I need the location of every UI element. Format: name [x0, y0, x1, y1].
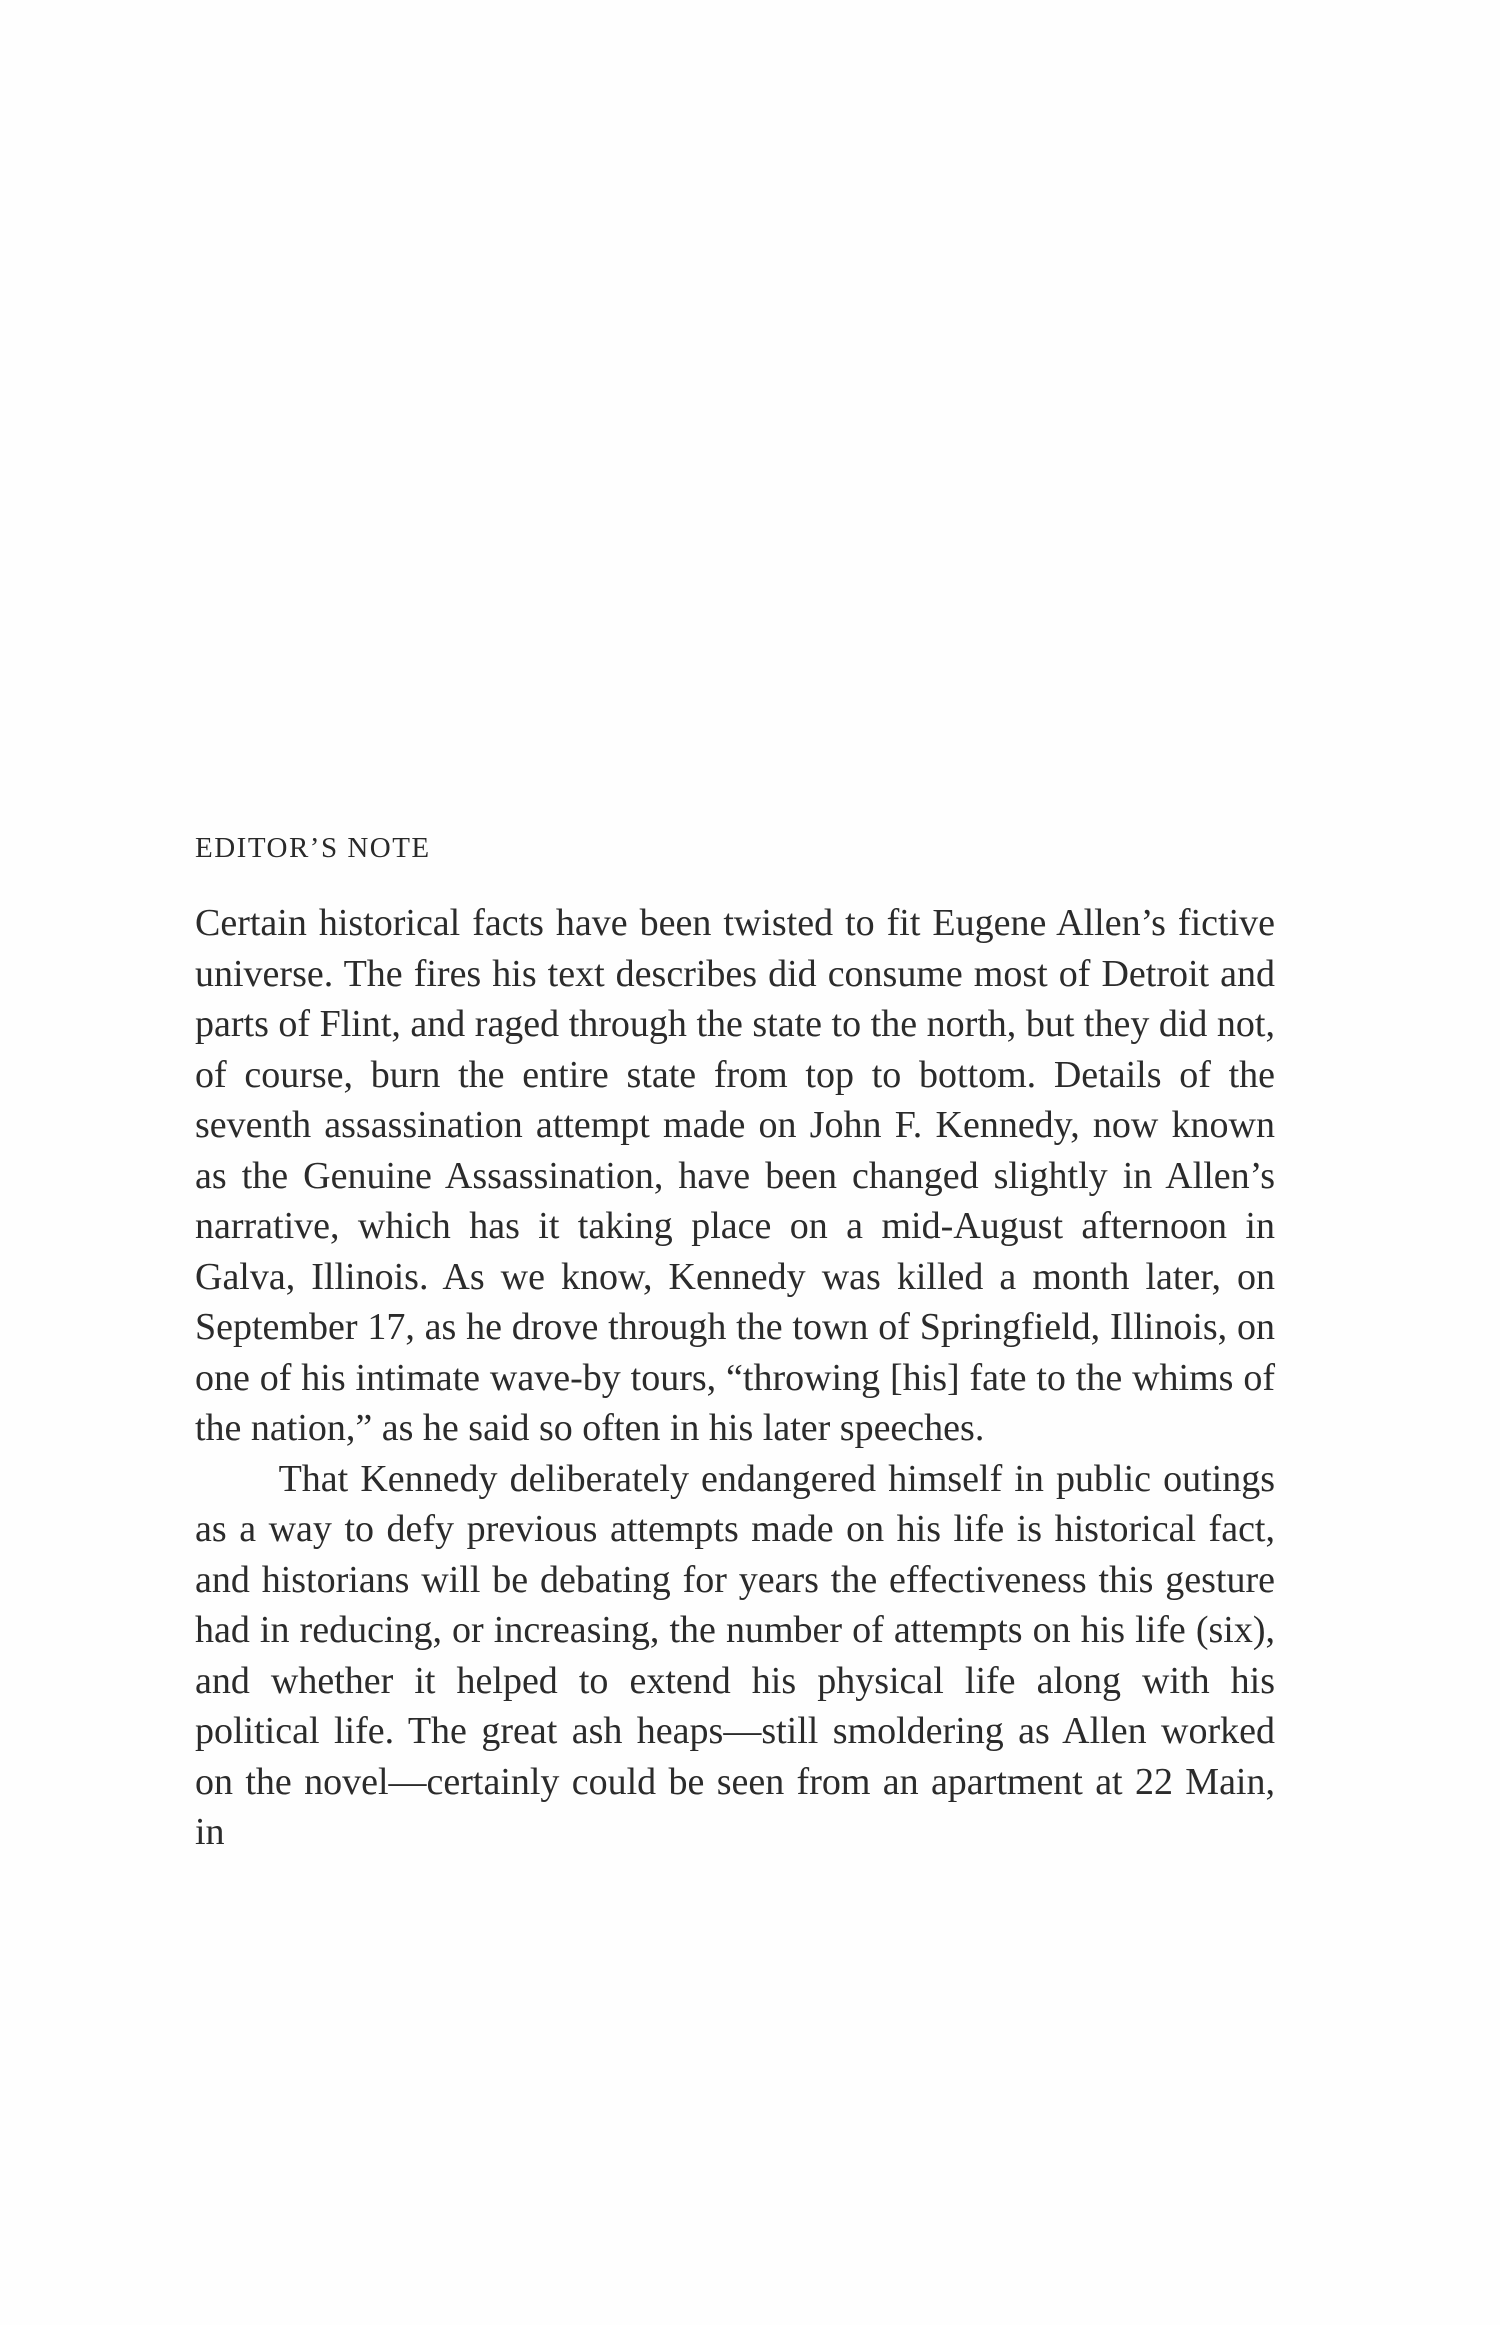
paragraph-1: Certain historical facts have been twisted to fit Eugene Allen’s fictive universe. The fires his text describes did consume most of Detroit and parts of Flint, and raged through the state to the north, but they did not, of course, burn the entire state from top to bottom. Details of the seventh assassination attempt made on John F. Kennedy, now known as the Genuine Assassination, have been changed slightly in Allen’s narrative, which has it taking place on a mid-August afternoon in Galva, Illinois. As we know, Kennedy was killed a month later, on September 17, as he drove through the town of Springfield, Illinois, on one of his intimate wave-by tours, “throwing [his] fate to the whims of the nation,” as he said so often in his later speeches.: [195, 902, 1275, 1449]
body-text: [195, 898, 1275, 1858]
section-heading: EDITOR’S NOTE: [195, 832, 431, 864]
paragraph-2: That Kennedy deliberately endangered himself in public outings as a way to defy previous attempts made on his life is historical fact, and historians will be debating for years the effectiveness this gesture had in reducing, or increasing, the number of attempts on his life (six), and whether it helped to extend his physical life along with his political life. The great ash heaps—still smoldering as Allen worked on the novel—certainly could be seen from an apartment at 22 Main, in: [195, 1457, 1275, 1853]
